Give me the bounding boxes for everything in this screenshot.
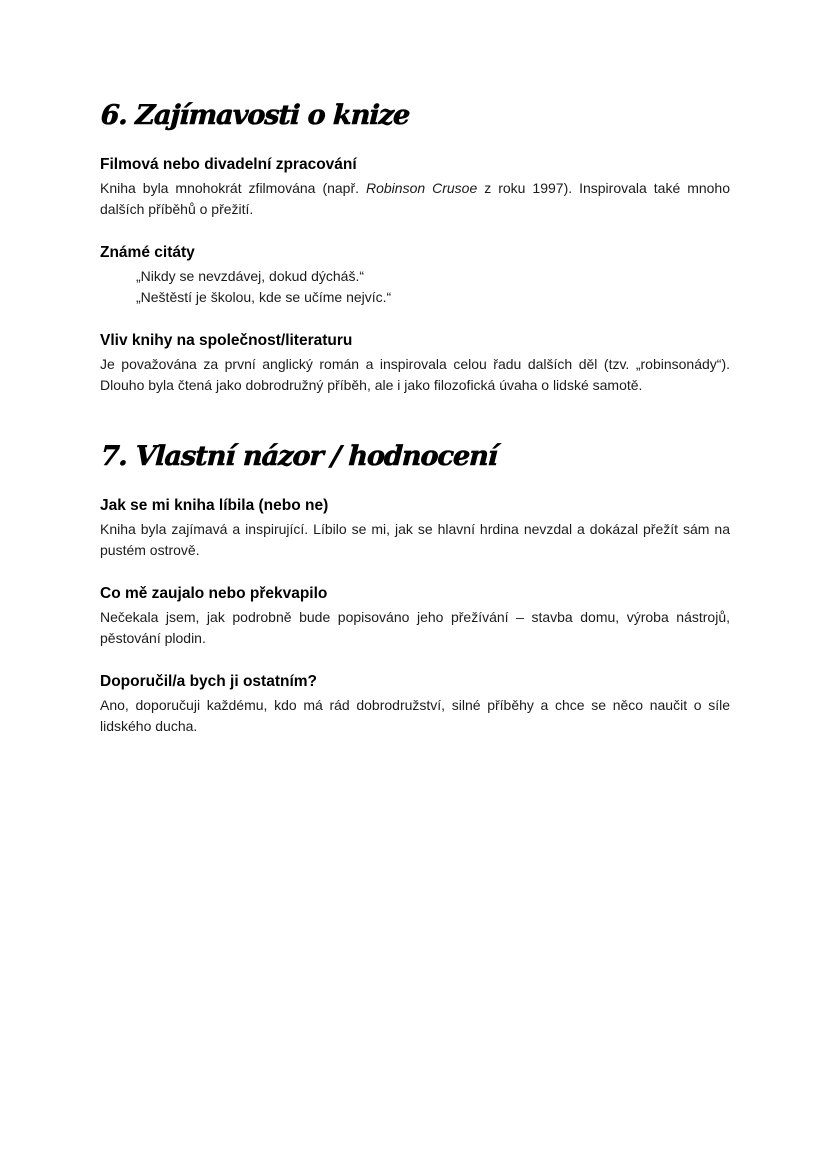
subsection-known-quotes <box>100 243 730 307</box>
paragraph-text-after: z roku 1997). Inspirovala také mnoho dalších příběhů o přežití. <box>100 180 731 217</box>
quote-block <box>100 266 730 307</box>
subsection-recommend <box>100 672 730 736</box>
paragraph-surprised: Nečekala jsem, jak podrobně bude popisováno jeho přežívání – stavba domu, výroba nástrojů, pěstování plodin. <box>100 609 730 646</box>
section-7-title: 7. Vlastní názor / hodnocení <box>100 441 498 473</box>
subsection-liked <box>100 496 730 560</box>
heading-opinion-liked: Jak se mi kniha líbila (nebo ne) <box>100 497 329 515</box>
heading-film-adaptations: Filmová nebo divadelní zpracování <box>100 156 357 174</box>
heading-surprised: Co mě zaujalo nebo překvapilo <box>100 585 328 603</box>
paragraph-recommend: Ano, doporučuji každému, kdo má rád dobrodružství, silné příběhy a chce se něco naučit o síle lidského ducha. <box>100 697 730 734</box>
quote-line-2: „Neštěstí je školou, kde se učíme nejvíc.“ <box>136 288 392 305</box>
paragraph-film-adaptations <box>100 178 730 219</box>
section-interesting-facts <box>100 100 730 395</box>
section-6-title: 6. Zajímavosti o knize <box>100 100 411 131</box>
book-title-italic: Robinson Crusoe <box>366 180 478 197</box>
heading-influence: Vliv knihy na společnost/literaturu <box>100 332 353 350</box>
subsection-film-adaptations <box>100 155 730 219</box>
heading-known-quotes: Známé citáty <box>100 244 195 262</box>
paragraph-opinion-liked: Kniha byla zajímavá a inspirující. Líbilo se mi, jak se hlavní hrdina nevzdal a dokázal přežít sám na pustém ostrově. <box>100 521 730 558</box>
section-own-opinion <box>100 441 730 736</box>
subsection-surprised <box>100 584 730 648</box>
heading-recommend: Doporučil/a bych ji ostatním? <box>100 673 318 691</box>
subsection-influence <box>100 331 730 395</box>
paragraph-influence: Je považována za první anglický román a inspirovala celou řadu dalších děl (tzv. „robinsonády“). Dlouho byla čtená jako dobrodružný příběh, ale i jako filozofická úvaha o lidské samotě. <box>100 356 730 393</box>
paragraph-text-before: Kniha byla mnohokrát zfilmována (např. <box>100 180 366 197</box>
quote-line-1: „Nikdy se nevzdávej, dokud dýcháš.“ <box>136 268 364 285</box>
